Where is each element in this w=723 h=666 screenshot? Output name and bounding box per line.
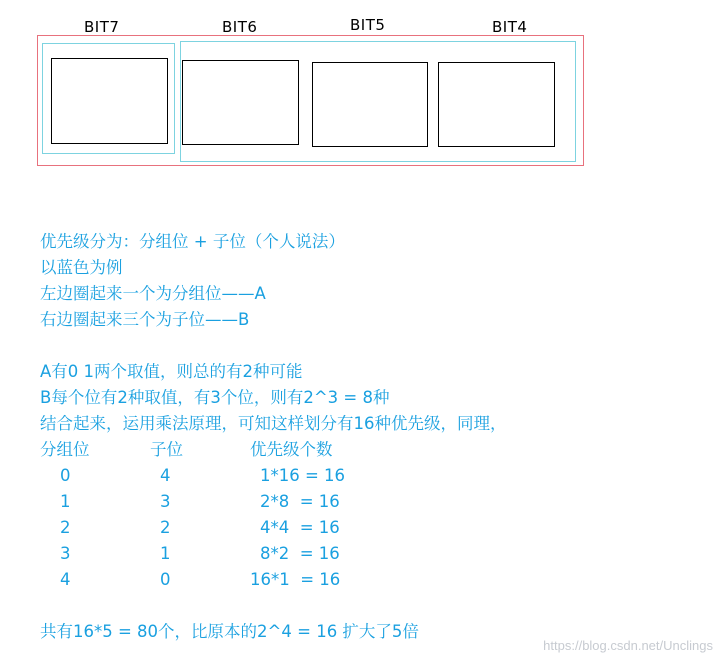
text-line: 结合起来，运用乘法原理，可知这样划分有16种优先级，同理， — [40, 414, 507, 433]
text-line: B每个位有2种取值，有3个位，则有2^3 = 8种 — [40, 388, 390, 407]
bit4-label: BIT4 — [492, 18, 528, 36]
table-cell: 1*16 = 16 — [260, 466, 346, 485]
table-row — [40, 515, 700, 541]
explanation-text — [40, 229, 700, 645]
bit6-label: BIT6 — [222, 18, 258, 36]
table-header: 优先级个数 — [250, 440, 333, 459]
table-row — [40, 489, 700, 515]
table-cell: 4 — [60, 570, 71, 589]
table-cell: 0 — [60, 466, 71, 485]
table-header: 子位 — [150, 440, 183, 459]
text-line: 优先级分为：分组位 + 子位（个人说法） — [40, 232, 345, 251]
bit6-box — [182, 60, 299, 145]
text-line: 以蓝色为例 — [40, 258, 123, 277]
table-cell: 16*1 = 16 — [250, 570, 341, 589]
summary-text: 共有16*5 = 80个，比原本的2^4 = 16 扩大了5倍 — [40, 622, 419, 641]
table-cell: 4*4 = 16 — [260, 518, 340, 537]
blank-line — [40, 593, 700, 619]
table-cell: 8*2 = 16 — [260, 544, 340, 563]
table-cell: 1 — [60, 492, 71, 511]
bit5-box — [312, 62, 428, 147]
text-line: 左边圈起来一个为分组位——A — [40, 284, 266, 303]
bit5-label: BIT5 — [350, 16, 386, 34]
table-cell: 0 — [160, 570, 171, 589]
table-cell: 3 — [160, 492, 171, 511]
table-cell: 2 — [160, 518, 171, 537]
table-cell: 4 — [160, 466, 171, 485]
table-header-row — [40, 437, 700, 463]
table-cell: 1 — [160, 544, 171, 563]
bit7-box — [51, 58, 168, 144]
table-row — [40, 463, 700, 489]
text-line: A有0 1两个取值，则总的有2种可能 — [40, 362, 303, 381]
table-row — [40, 567, 700, 593]
bit4-box — [438, 62, 555, 147]
table-cell: 3 — [60, 544, 71, 563]
bit7-label: BIT7 — [84, 18, 120, 36]
text-line: 右边圈起来三个为子位——B — [40, 310, 250, 329]
table-header: 分组位 — [40, 440, 90, 459]
table-cell: 2*8 = 16 — [260, 492, 340, 511]
blank-line — [40, 333, 700, 359]
table-row — [40, 541, 700, 567]
watermark-text: https://blog.csdn.net/Unclings — [543, 638, 713, 653]
table-cell: 2 — [60, 518, 71, 537]
